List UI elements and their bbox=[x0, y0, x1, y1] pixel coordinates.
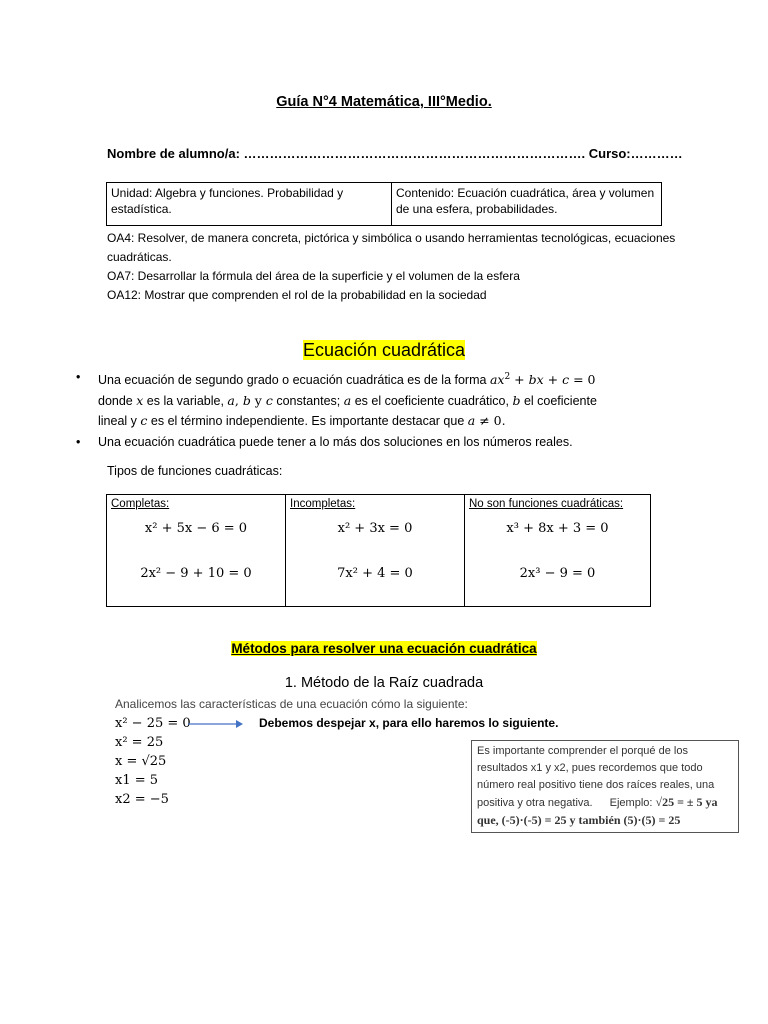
tipos-label: Tipos de funciones cuadráticas: bbox=[107, 464, 283, 478]
bullet1-text-a: Una ecuación de segundo grado o ecuación cuadrática es de la forma bbox=[98, 373, 487, 388]
bullet1-text-g: lineal y bbox=[98, 414, 137, 429]
info-table bbox=[106, 182, 662, 226]
bullet1-text-c: es la variable, bbox=[146, 393, 224, 408]
note-example-label: Ejemplo: bbox=[609, 797, 653, 809]
intro-text: Analicemos las características de una ecuación cómo la siguiente: bbox=[115, 697, 468, 711]
bullet1-text-f: el coeficiente bbox=[523, 393, 597, 408]
step-2: x² = 25 bbox=[115, 735, 164, 750]
note-example: √25 = ± 5 ya que, (-5)·(-5) = 25 y también (5)·(5) = 25 bbox=[477, 795, 718, 827]
eq-no-cuadratica-1: x³ + 8x + 3 = 0 bbox=[506, 521, 609, 536]
section-title-ecuacion bbox=[0, 340, 768, 361]
objectives-list bbox=[107, 229, 717, 305]
section-title-metodos-text: Métodos para resolver una ecuación cuadrática bbox=[231, 641, 537, 656]
eq-no-cuadratica-2: 2x³ − 9 = 0 bbox=[519, 566, 596, 581]
objective-oa7: OA7: Desarrollar la fórmula del área de la superficie y el volumen de la esfera bbox=[107, 269, 520, 283]
var-b: b bbox=[512, 392, 521, 408]
header-no-cuadraticas: No son funciones cuadráticas: bbox=[469, 498, 624, 510]
page-title: Guía N°4 Matemática, III°Medio. bbox=[276, 94, 492, 110]
objective-oa4: OA4: Resolver, de manera concreta, pictórica y simbólica o usando herramientas tecnológicas, ecuaciones cuadráticas. bbox=[107, 231, 676, 264]
bullet1-text-h: es el término independiente. Es importante destacar que bbox=[150, 414, 465, 429]
despejar-text: Debemos despejar x, para ello haremos lo siguiente. bbox=[259, 716, 559, 730]
section-title-metodos bbox=[0, 641, 768, 656]
arrow-right-icon bbox=[188, 718, 244, 730]
step-4: x1 = 5 bbox=[115, 773, 159, 788]
col-no-cuadraticas bbox=[465, 495, 651, 607]
note-box bbox=[471, 740, 739, 833]
bullet-icon: • bbox=[76, 370, 81, 384]
var-a: a bbox=[343, 392, 352, 408]
contenido-cell: Contenido: Ecuación cuadrática, área y volumen de una esfera, probabilidades. bbox=[392, 183, 662, 226]
general-form-formula: $ax^2$ + bx + c = 0 bbox=[489, 372, 596, 388]
eq-completa-1: x² + 5x − 6 = 0 bbox=[144, 521, 248, 536]
bullet-icon: • bbox=[76, 434, 81, 449]
step-1: x² − 25 = 0 bbox=[115, 716, 191, 731]
definition-bullets bbox=[76, 367, 656, 452]
types-table bbox=[106, 494, 651, 607]
var-c: c bbox=[140, 413, 148, 429]
section-title-ecuacion-text: Ecuación cuadrática bbox=[302, 340, 466, 360]
bullet2-text: Una ecuación cuadrática puede tener a lo más dos soluciones en los números reales. bbox=[98, 434, 573, 449]
step-3: x = √25 bbox=[115, 754, 167, 769]
header-incompletas: Incompletas: bbox=[290, 498, 356, 510]
solution-steps bbox=[115, 714, 191, 809]
bullet1-text-e: es el coeficiente cuadrático, bbox=[354, 393, 509, 408]
eq-incompleta-1: x² + 3x = 0 bbox=[337, 521, 413, 536]
col-completas bbox=[107, 495, 286, 607]
bullet1-text-b: donde bbox=[98, 393, 133, 408]
header-completas: Completas: bbox=[111, 498, 170, 510]
var-x: x bbox=[136, 392, 144, 408]
var-abc: a, b y c bbox=[227, 392, 273, 408]
col-incompletas bbox=[286, 495, 465, 607]
eq-completa-2: 2x² − 9 + 10 = 0 bbox=[140, 566, 252, 581]
bullet-solutions bbox=[76, 432, 656, 453]
bullet-definition bbox=[76, 367, 656, 432]
eq-incompleta-2: 7x² + 4 = 0 bbox=[337, 566, 413, 581]
note-text: Es importante comprender el porqué de los resultados x1 y x2, pues recordemos que todo número real positivo tiene dos raíces reales, una positiva y otra negativa. bbox=[477, 745, 715, 809]
student-name-line: Nombre de alumno/a: ……………………………………………………………………. Curso:………… bbox=[107, 146, 683, 161]
step-5: x2 = −5 bbox=[115, 792, 169, 807]
objective-oa12: OA12: Mostrar que comprenden el rol de la probabilidad en la sociedad bbox=[107, 288, 487, 302]
method-title: 1. Método de la Raíz cuadrada bbox=[284, 675, 484, 691]
bullet1-text-d: constantes; bbox=[276, 393, 341, 408]
unidad-cell: Unidad: Algebra y funciones. Probabilidad y estadística. bbox=[107, 183, 392, 226]
a-not-zero-formula: a ≠ 0. bbox=[467, 413, 506, 429]
